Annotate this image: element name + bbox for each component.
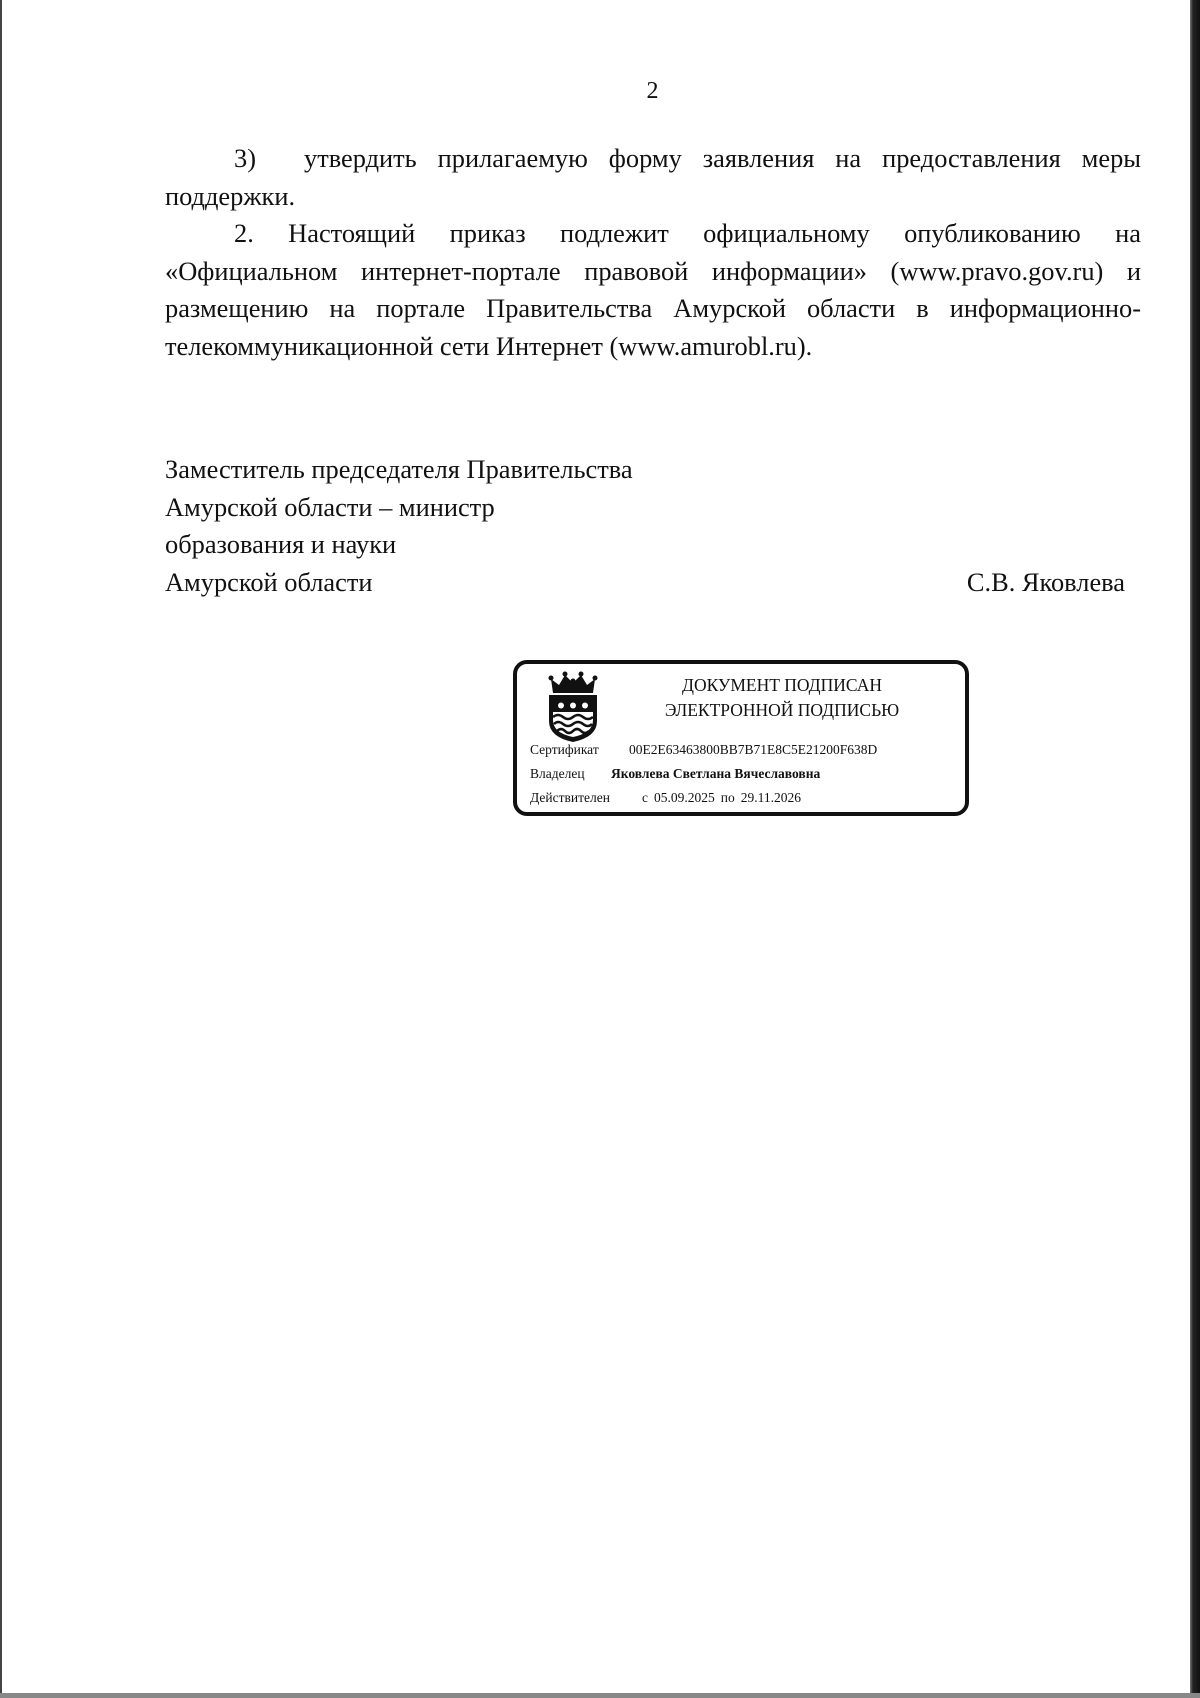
paragraph-2 bbox=[165, 215, 1141, 365]
item-3-paragraph bbox=[165, 140, 1141, 215]
paragraph-2-line-4: телекоммуникационной сети Интернет (www.amurobl.ru). bbox=[165, 330, 813, 361]
owner-row bbox=[530, 765, 820, 783]
item-3-text: утвердить прилагаемую форму заявления на предоставления меры bbox=[304, 143, 1141, 173]
item-3-line-1 bbox=[165, 140, 1141, 178]
amur-region-emblem-icon bbox=[543, 671, 603, 743]
valid-from-prefix: с bbox=[642, 790, 648, 805]
valid-to-prefix: по bbox=[720, 790, 735, 805]
electronic-signature-stamp bbox=[513, 660, 969, 816]
paragraph-2-line-3: размещению на портале Правительства Амурской области в информационно- bbox=[165, 293, 1141, 323]
stamp-title bbox=[617, 673, 947, 723]
signer-position-line-2: Амурской области – министр bbox=[165, 491, 495, 522]
owner-label: Владелец bbox=[530, 766, 585, 781]
page-right-edge bbox=[1190, 0, 1200, 1698]
certificate-label: Сертификат bbox=[530, 742, 599, 757]
signer-name: С.В. Яковлева bbox=[966, 566, 1125, 597]
paragraph-2-line-1 bbox=[165, 215, 1141, 253]
valid-to-date: 29.11.2026 bbox=[740, 790, 801, 805]
item-3-number: 3) bbox=[234, 143, 256, 173]
signer-position-line-4: Амурской области bbox=[165, 566, 373, 597]
validity-row bbox=[530, 789, 801, 807]
page-number: 2 bbox=[646, 78, 659, 104]
stamp-title-line-2: ЭЛЕКТРОННОЙ ПОДПИСЬЮ bbox=[664, 700, 900, 720]
signer-position-line-3: образования и науки bbox=[165, 529, 397, 559]
certificate-row bbox=[530, 741, 877, 759]
valid-from-date: 05.09.2025 bbox=[654, 790, 715, 805]
stamp-title-line-1: ДОКУМЕНТ ПОДПИСАН bbox=[682, 675, 882, 695]
paragraph-2-line-2: «Официальном интернет-портале правовой информации» (www.pravo.gov.ru) и bbox=[165, 255, 1141, 286]
signer-position-line-1: Заместитель председателя Правительства bbox=[165, 454, 633, 484]
item-3-line-2: поддержки. bbox=[165, 180, 296, 211]
page-bottom-edge bbox=[0, 1693, 1200, 1698]
signature-block bbox=[165, 451, 1125, 601]
certificate-value: 00E2E63463800BB7B71E8C5E21200F638D bbox=[629, 742, 878, 757]
page-left-edge bbox=[0, 0, 2, 1698]
owner-value: Яковлева Светлана Вячеславовна bbox=[611, 766, 821, 781]
validity-label: Действителен bbox=[530, 790, 610, 805]
paragraph-2-line-1-text: 2. Настоящий приказ подлежит официальному опубликованию на bbox=[234, 218, 1141, 248]
